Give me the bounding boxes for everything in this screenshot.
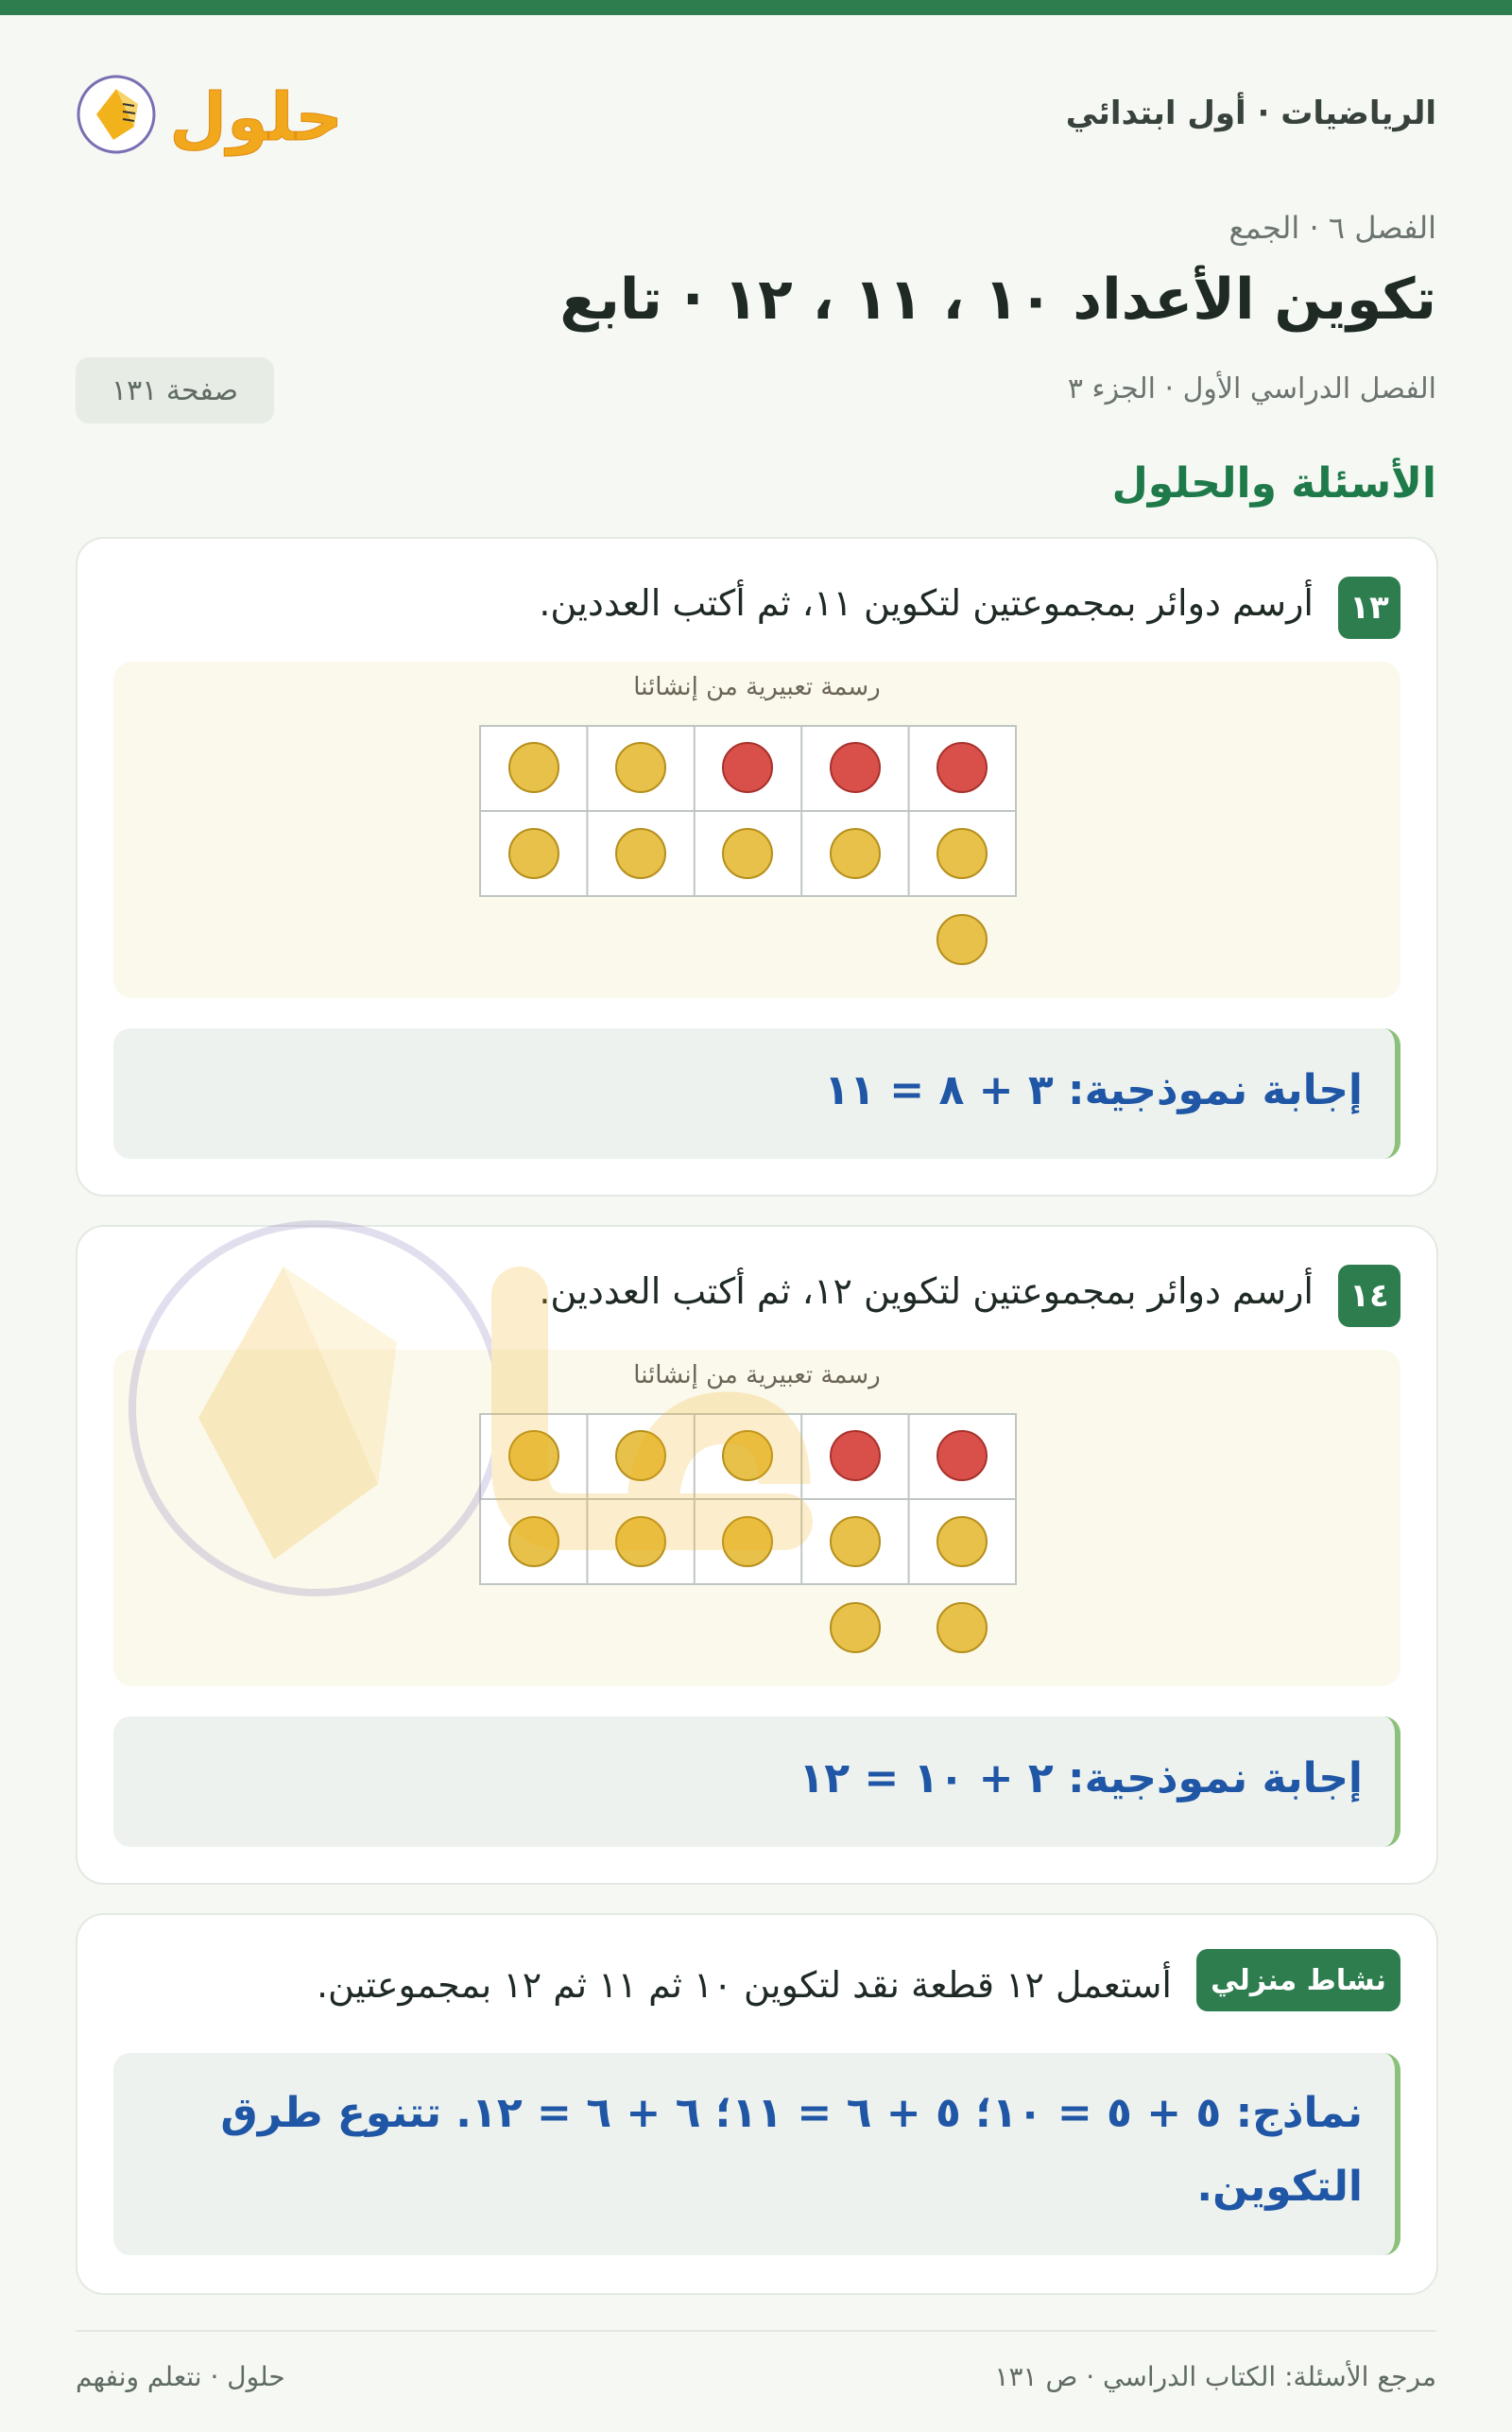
yellow-counter [509,1517,558,1566]
page-title: تكوين الأعداد ١٠ ، ١١ ، ١٢ · تابع [559,267,1436,333]
question-text: أرسم دوائر بمجموعتين لتكوين ١١، ثم أكتب العددين. [539,582,1314,624]
question-text: أرسم دوائر بمجموعتين لتكوين ١٢، ثم أكتب العددين. [539,1270,1314,1312]
answer-box [113,1716,1400,1847]
yellow-counter [831,1517,880,1566]
yellow-counter [723,1517,772,1566]
figure-caption: رسمة تعبيرية من إنشائنا [633,673,881,701]
yellow-counter [937,829,987,878]
ten-frame-drawing [113,1350,1400,1686]
page-number-badge: صفحة ١٣١ [76,357,274,423]
red-counter [723,743,772,792]
activity-text: أستعمل ١٢ قطعة نقد لتكوين ١٠ ثم ١١ ثم ١٢ بمجموعتين. [316,1964,1172,2006]
yellow-counter [616,829,665,878]
question-number-badge: ١٤ [1338,1265,1400,1327]
home-activity-card [76,1913,1438,2295]
subject-label: الرياضيات · أول ابتدائي [1065,95,1436,132]
question-card-14 [76,1225,1438,1885]
red-counter [831,743,880,792]
ten-frame-figure [113,1350,1400,1686]
chapter-label: الفصل ٦ · الجمع [1228,210,1436,246]
footer-tagline: حلول · نتعلم ونفهم [76,2361,285,2392]
red-counter [937,1431,987,1480]
section-heading: الأسئلة والحلول [1111,459,1436,508]
footer-divider [76,2330,1436,2332]
answer-text: إجابة نموذجية: ٢ + ١٠ = ١٢ [799,1754,1363,1802]
yellow-counter [616,1431,665,1480]
yellow-counter [831,829,880,878]
figure-caption: رسمة تعبيرية من إنشائنا [633,1361,881,1389]
answer-box [113,2053,1400,2255]
question-card-13 [76,537,1438,1197]
yellow-counter [937,1603,987,1652]
yellow-counter [509,829,558,878]
yellow-counter [937,915,987,964]
ten-frame-drawing [113,662,1400,998]
footer-reference: مرجع الأسئلة: الكتاب الدراسي · ص ١٣١ [994,2361,1436,2392]
yellow-counter [723,829,772,878]
yellow-counter [723,1431,772,1480]
brand-logo[interactable] [76,62,350,166]
top-accent-bar [0,0,1512,15]
yellow-counter [937,1517,987,1566]
yellow-counter [616,743,665,792]
answer-text-line-1: نماذج: ٥ + ٥ = ١٠؛ ٥ + ٦ = ١١؛ ٦ + ٦ = ١٢. تتنوع طرق [220,2089,1363,2137]
answer-box [113,1028,1400,1159]
ten-frame-figure [113,662,1400,998]
activity-badge: نشاط منزلي [1196,1949,1400,2011]
yellow-counter [509,1431,558,1480]
answer-text: إجابة نموذجية: ٣ + ٨ = ١١ [824,1066,1363,1114]
red-counter [831,1431,880,1480]
yellow-counter [509,743,558,792]
red-counter [937,743,987,792]
book-badge-icon [78,77,154,152]
answer-text-line-2: التكوين. [1196,2163,1363,2211]
question-number-badge: ١٣ [1338,577,1400,639]
yellow-counter [616,1517,665,1566]
term-label: الفصل الدراسي الأول · الجزء ٣ [1067,372,1436,405]
yellow-counter [831,1603,880,1652]
brand-logo-text: حلول [169,78,343,156]
